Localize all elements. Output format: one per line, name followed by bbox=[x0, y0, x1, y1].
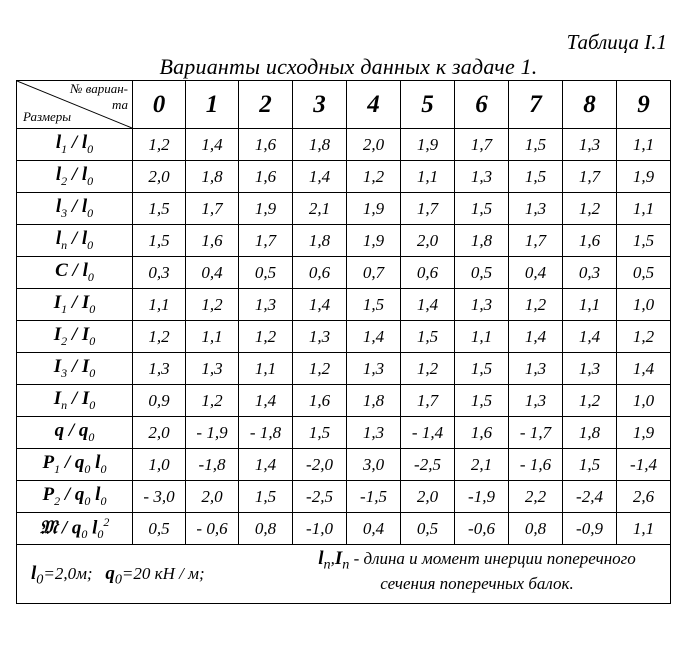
value-cell: 1,4 bbox=[617, 353, 671, 385]
value-cell: 1,1 bbox=[617, 513, 671, 545]
value-cell: 0,8 bbox=[239, 513, 293, 545]
table-row bbox=[17, 193, 671, 225]
value-cell: -2,5 bbox=[293, 481, 347, 513]
variant-header-6: 6 bbox=[455, 81, 509, 129]
value-cell: 1,4 bbox=[239, 385, 293, 417]
variant-header-3: 3 bbox=[293, 81, 347, 129]
value-cell: 1,3 bbox=[347, 417, 401, 449]
value-cell: 1,3 bbox=[293, 321, 347, 353]
value-cell: 1,4 bbox=[239, 449, 293, 481]
table-title: Варианты исходных данных к задаче 1. bbox=[159, 54, 538, 79]
row-label: 𝔐 / $q_0$ $l_0^2$ bbox=[17, 513, 133, 545]
value-cell: 1,9 bbox=[401, 129, 455, 161]
value-cell: 1,3 bbox=[455, 289, 509, 321]
row-label: $l_n / l_0$ bbox=[17, 225, 133, 257]
value-cell: 1,2 bbox=[186, 385, 239, 417]
table-row bbox=[17, 513, 671, 545]
value-cell: 1,1 bbox=[133, 289, 186, 321]
value-cell: 1,4 bbox=[563, 321, 617, 353]
value-cell: 2,0 bbox=[347, 129, 401, 161]
value-cell: 1,7 bbox=[239, 225, 293, 257]
variant-header-8: 8 bbox=[563, 81, 617, 129]
value-cell: 1,1 bbox=[455, 321, 509, 353]
value-cell: 0,4 bbox=[347, 513, 401, 545]
table-row bbox=[17, 257, 671, 289]
value-cell: 1,5 bbox=[563, 449, 617, 481]
value-cell: 2,1 bbox=[293, 193, 347, 225]
value-cell: - 1,4 bbox=[401, 417, 455, 449]
value-cell: 1,7 bbox=[455, 129, 509, 161]
row-label: C / $l_0$ bbox=[17, 257, 133, 289]
table-row bbox=[17, 225, 671, 257]
value-cell: 1,8 bbox=[455, 225, 509, 257]
value-cell: 1,5 bbox=[617, 225, 671, 257]
value-cell: 1,6 bbox=[239, 161, 293, 193]
value-cell: 1,2 bbox=[401, 353, 455, 385]
value-cell: 1,2 bbox=[133, 129, 186, 161]
value-cell: 2,0 bbox=[186, 481, 239, 513]
value-cell: 1,2 bbox=[563, 193, 617, 225]
value-cell: 1,6 bbox=[293, 385, 347, 417]
variant-header-9: 9 bbox=[617, 81, 671, 129]
value-cell: 1,5 bbox=[455, 193, 509, 225]
row-label: $I_n / I_0$ bbox=[17, 385, 133, 417]
value-cell: 1,7 bbox=[509, 225, 563, 257]
value-cell: - 1,8 bbox=[239, 417, 293, 449]
value-cell: 1,9 bbox=[347, 225, 401, 257]
base-values-note: $l_0=2,0м$; $q_0=20$ кН / м; bbox=[31, 563, 205, 588]
table-row bbox=[17, 289, 671, 321]
value-cell: - 1,6 bbox=[509, 449, 563, 481]
value-cell: 0,6 bbox=[401, 257, 455, 289]
value-cell: 1,5 bbox=[239, 481, 293, 513]
value-cell: -0,6 bbox=[455, 513, 509, 545]
value-cell: 1,0 bbox=[617, 385, 671, 417]
table-row bbox=[17, 129, 671, 161]
row-label: $I_3 / I_0$ bbox=[17, 353, 133, 385]
row-label: $l_3 / l_0$ bbox=[17, 193, 133, 225]
value-cell: 1,6 bbox=[239, 129, 293, 161]
value-cell: 1,3 bbox=[186, 353, 239, 385]
value-cell: 1,4 bbox=[293, 289, 347, 321]
header-row bbox=[17, 81, 671, 129]
value-cell: -1,5 bbox=[347, 481, 401, 513]
value-cell: 1,4 bbox=[347, 321, 401, 353]
value-cell: 1,2 bbox=[563, 385, 617, 417]
value-cell: 1,5 bbox=[347, 289, 401, 321]
value-cell: 1,2 bbox=[617, 321, 671, 353]
value-cell: 1,7 bbox=[401, 193, 455, 225]
value-cell: 1,5 bbox=[133, 225, 186, 257]
value-cell: -1,8 bbox=[186, 449, 239, 481]
corner-header-cell bbox=[17, 81, 133, 129]
value-cell: 0,5 bbox=[133, 513, 186, 545]
value-cell: 1,9 bbox=[617, 161, 671, 193]
value-cell: 1,6 bbox=[186, 225, 239, 257]
variant-header-2: 2 bbox=[239, 81, 293, 129]
value-cell: 2,2 bbox=[509, 481, 563, 513]
value-cell: 1,1 bbox=[186, 321, 239, 353]
row-label: $l_1 / l_0$ bbox=[17, 129, 133, 161]
value-cell: -2,5 bbox=[401, 449, 455, 481]
value-cell: 2,1 bbox=[455, 449, 509, 481]
variant-header-4: 4 bbox=[347, 81, 401, 129]
value-cell: 1,6 bbox=[563, 225, 617, 257]
value-cell: 0,9 bbox=[133, 385, 186, 417]
variant-header-line1: № вариан- bbox=[70, 81, 128, 96]
definition-note: $l_n,I_n$ - длина и момент инерции поперечного сечения поперечных балок. bbox=[318, 548, 636, 594]
variant-header-0: 0 bbox=[133, 81, 186, 129]
value-cell: 1,3 bbox=[509, 385, 563, 417]
value-cell: 0,3 bbox=[133, 257, 186, 289]
value-cell: 1,5 bbox=[509, 161, 563, 193]
value-cell: 2,0 bbox=[133, 417, 186, 449]
value-cell: - 1,7 bbox=[509, 417, 563, 449]
value-cell: -2,0 bbox=[293, 449, 347, 481]
row-label: q / $q_0$ bbox=[17, 417, 133, 449]
value-cell: 3,0 bbox=[347, 449, 401, 481]
value-cell: 2,0 bbox=[401, 225, 455, 257]
note-row bbox=[17, 545, 671, 604]
value-cell: -1,4 bbox=[617, 449, 671, 481]
variants-table bbox=[16, 80, 671, 604]
value-cell: 0,5 bbox=[617, 257, 671, 289]
value-cell: 1,3 bbox=[563, 353, 617, 385]
value-cell: 1,7 bbox=[401, 385, 455, 417]
value-cell: 1,2 bbox=[133, 321, 186, 353]
row-label: $I_2 / I_0$ bbox=[17, 321, 133, 353]
value-cell: 0,7 bbox=[347, 257, 401, 289]
value-cell: 1,1 bbox=[239, 353, 293, 385]
value-cell: 1,9 bbox=[347, 193, 401, 225]
value-cell: -1,0 bbox=[293, 513, 347, 545]
variant-header-5: 5 bbox=[401, 81, 455, 129]
value-cell: 1,1 bbox=[401, 161, 455, 193]
value-cell: 1,8 bbox=[293, 225, 347, 257]
value-cell: 0,4 bbox=[509, 257, 563, 289]
table-row bbox=[17, 449, 671, 481]
value-cell: 0,4 bbox=[186, 257, 239, 289]
value-cell: 1,3 bbox=[563, 129, 617, 161]
value-cell: -1,9 bbox=[455, 481, 509, 513]
value-cell: 1,8 bbox=[293, 129, 347, 161]
value-cell: - 0,6 bbox=[186, 513, 239, 545]
table-number: Таблица I.1 bbox=[566, 30, 667, 54]
value-cell: 1,2 bbox=[293, 353, 347, 385]
value-cell: 1,5 bbox=[293, 417, 347, 449]
table-row bbox=[17, 321, 671, 353]
value-cell: 1,1 bbox=[563, 289, 617, 321]
variant-header-7: 7 bbox=[509, 81, 563, 129]
value-cell: -2,4 bbox=[563, 481, 617, 513]
variant-header-1: 1 bbox=[186, 81, 239, 129]
value-cell: 1,1 bbox=[617, 193, 671, 225]
table-row bbox=[17, 353, 671, 385]
value-cell: 1,9 bbox=[617, 417, 671, 449]
value-cell: 0,3 bbox=[563, 257, 617, 289]
row-label: $P_2 / q_0$ $l_0$ bbox=[17, 481, 133, 513]
value-cell: 1,5 bbox=[509, 129, 563, 161]
value-cell: 1,2 bbox=[509, 289, 563, 321]
value-cell: 1,6 bbox=[455, 417, 509, 449]
value-cell: 1,4 bbox=[293, 161, 347, 193]
value-cell: - 1,9 bbox=[186, 417, 239, 449]
value-cell: 1,7 bbox=[563, 161, 617, 193]
value-cell: 1,3 bbox=[133, 353, 186, 385]
value-cell: 1,3 bbox=[239, 289, 293, 321]
table-body bbox=[17, 129, 671, 545]
value-cell: 1,0 bbox=[133, 449, 186, 481]
table-row bbox=[17, 481, 671, 513]
value-cell: 1,2 bbox=[347, 161, 401, 193]
value-cell: 1,3 bbox=[455, 161, 509, 193]
value-cell: 0,5 bbox=[401, 513, 455, 545]
value-cell: 0,6 bbox=[293, 257, 347, 289]
value-cell: 1,4 bbox=[401, 289, 455, 321]
value-cell: 1,5 bbox=[455, 385, 509, 417]
value-cell: 1,4 bbox=[186, 129, 239, 161]
value-cell: 1,2 bbox=[186, 289, 239, 321]
note-cell bbox=[17, 545, 671, 604]
value-cell: 1,8 bbox=[186, 161, 239, 193]
value-cell: 1,5 bbox=[401, 321, 455, 353]
variant-header-line2: та bbox=[111, 97, 128, 112]
value-cell: 1,0 bbox=[617, 289, 671, 321]
row-label: $P_1 / q_0$ $l_0$ bbox=[17, 449, 133, 481]
table-row bbox=[17, 385, 671, 417]
value-cell: 1,5 bbox=[133, 193, 186, 225]
value-cell: 1,3 bbox=[347, 353, 401, 385]
value-cell: 1,5 bbox=[455, 353, 509, 385]
value-cell: 1,7 bbox=[186, 193, 239, 225]
value-cell: 1,9 bbox=[239, 193, 293, 225]
value-cell: 0,5 bbox=[455, 257, 509, 289]
table-row bbox=[17, 161, 671, 193]
value-cell: 2,0 bbox=[401, 481, 455, 513]
value-cell: 2,6 bbox=[617, 481, 671, 513]
value-cell: 0,8 bbox=[509, 513, 563, 545]
value-cell: -0,9 bbox=[563, 513, 617, 545]
value-cell: 2,0 bbox=[133, 161, 186, 193]
value-cell: - 3,0 bbox=[133, 481, 186, 513]
table-row bbox=[17, 417, 671, 449]
value-cell: 1,2 bbox=[239, 321, 293, 353]
value-cell: 1,4 bbox=[509, 321, 563, 353]
value-cell: 1,3 bbox=[509, 193, 563, 225]
row-label: $I_1 / I_0$ bbox=[17, 289, 133, 321]
row-label: $l_2 / l_0$ bbox=[17, 161, 133, 193]
value-cell: 1,1 bbox=[617, 129, 671, 161]
value-cell: 1,3 bbox=[509, 353, 563, 385]
value-cell: 1,8 bbox=[563, 417, 617, 449]
value-cell: 0,5 bbox=[239, 257, 293, 289]
value-cell: 1,8 bbox=[347, 385, 401, 417]
dimensions-header: Размеры bbox=[23, 109, 72, 124]
